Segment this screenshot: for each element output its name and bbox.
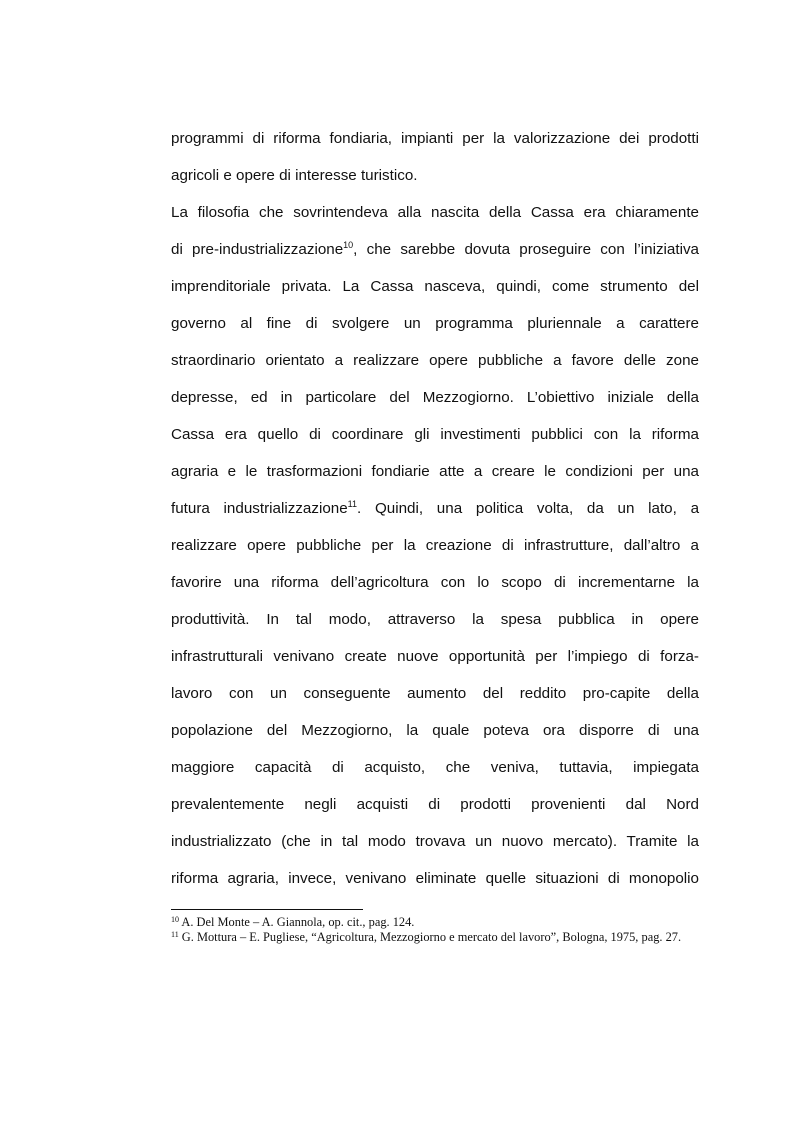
text-line: lavoro con un conseguente aumento del reddito pro-capite della [171,685,699,702]
footnote-ref-11[interactable]: 11 [347,499,358,509]
text-line: produttività. In tal modo, attraverso la spesa pubblica in opere [171,611,699,628]
footnote-divider [171,909,363,910]
footnote-text: G. Mottura – E. Pugliese, “Agricoltura, Mezzogiorno e mercato del lavoro”, Bologna, 1975, pag. 27. [178,930,682,944]
text-line: depresse, ed in particolare del Mezzogiorno. L’obiettivo iniziale della [171,389,699,406]
footnote-ref-10[interactable]: 10 [343,240,354,250]
text-line: infrastrutturali venivano create nuove opportunità per l’impiego di forza- [171,648,699,665]
text-line: di pre-industrializzazione$^{10}$, che sarebbe dovuta proseguire con l’iniziativa [171,240,699,258]
text-line: futura industrializzazione$^{11}$. Quindi, una politica volta, da un lato, a [171,499,700,517]
text-line: Cassa era quello di coordinare gli investimenti pubblici con la riforma [171,426,699,443]
text-line: imprenditoriale privata. La Cassa nasceva, quindi, come strumento del [171,278,699,295]
text-line: programmi di riforma fondiaria, impianti per la valorizzazione dei prodotti [171,130,699,147]
text-line: favorire una riforma dell’agricoltura con lo scopo di incrementarne la [171,574,699,591]
footnote-10 [171,915,699,930]
text-line: prevalentemente negli acquisti di prodotti provenienti dal Nord [171,796,699,813]
footnote-text: A. Del Monte – A. Giannola, op. cit., pag. 124. [179,915,415,929]
footnote-number: 10 [171,915,179,924]
text-line: realizzare opere pubbliche per la creazione di infrastrutture, dall’altro a [171,537,699,554]
text-line: industrializzato (che in tal modo trovava un nuovo mercato). Tramite la [171,833,699,850]
body-text [171,120,699,897]
text-line: riforma agraria, invece, venivano eliminate quelle situazioni di monopolio [171,870,699,887]
text-line: La filosofia che sovrintendeva alla nascita della Cassa era chiaramente [171,204,699,221]
text-line: straordinario orientato a realizzare opere pubbliche a favore delle zone [171,352,699,369]
text-line: governo al fine di svolgere un programma pluriennale a carattere [171,315,699,332]
footnotes [171,915,699,945]
text-line: maggiore capacità di acquisto, che veniva, tuttavia, impiegata [171,759,699,776]
footnote-number: 11 [171,930,179,939]
footnote-11 [171,930,699,945]
text-line: agricoli e opere di interesse turistico. [171,167,418,184]
text-line: agraria e le trasformazioni fondiarie atte a creare le condizioni per una [171,463,699,480]
text-line: popolazione del Mezzogiorno, la quale poteva ora disporre di una [171,722,699,739]
